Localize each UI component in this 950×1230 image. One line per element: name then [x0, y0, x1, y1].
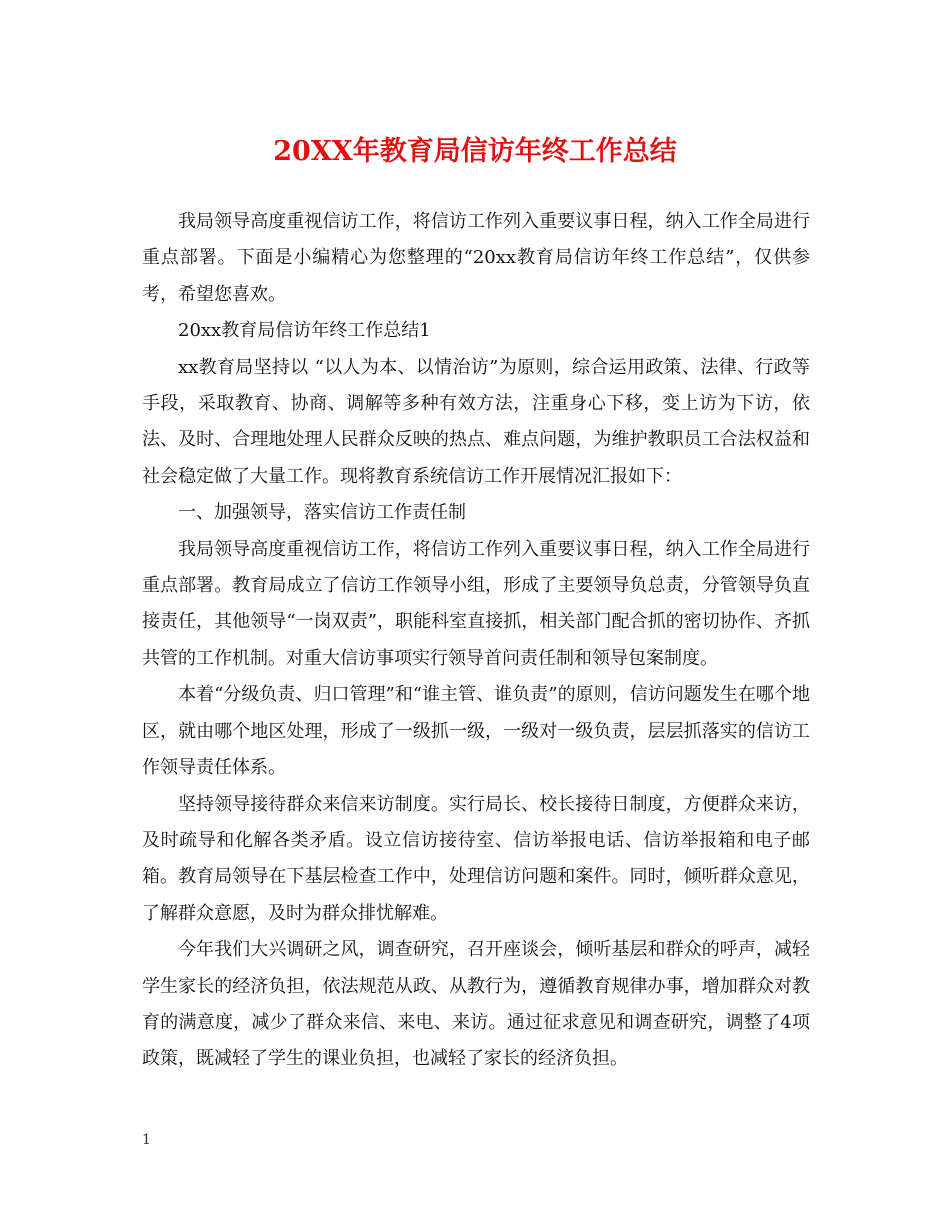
paragraph-leadership: 我局领导高度重视信访工作，将信访工作列入重要议事日程，纳入工作全局进行重点部署。教育局成立了信访工作领导小组，形成了主要领导负总责，分管领导负直接责任，其他领导“一岗双责”，职能科室直接抓，相关部门配合抓的密切协作、齐抓共管的工作机制。对重大信访事项实行领导首问责任制和领导包案制度。	[142, 538, 810, 669]
document-title: 20XX年教育局信访年终工作总结	[273, 136, 677, 167]
paragraph-intro: 我局领导高度重视信访工作，将信访工作列入重要议事日程，纳入工作全局进行重点部署。下面是小编精心为您整理的“20xx教育局信访年终工作总结”，仅供参考，希望您喜欢。	[142, 211, 810, 305]
paragraph-research: 今年我们大兴调研之风，调查研究，召开座谈会，倾听基层和群众的呼声，减轻学生家长的经济负担，依法规范从政、从教行为，遵循教育规律办事，增加群众对教育的满意度，减少了群众来信、来电、来访。通过征求意见和调查研究，调整了4项政策，既减轻了学生的课业负担，也减轻了家长的经济负担。	[142, 939, 810, 1070]
paragraph-reception: 坚持领导接待群众来信来访制度。实行局长、校长接待日制度，方便群众来访，及时疏导和化解各类矛盾。设立信访接待室、信访举报电话、信访举报箱和电子邮箱。教育局领导在下基层检查工作中，处理信访问题和案件。同时，倾听群众意见，了解群众意愿，及时为群众排忧解难。	[142, 793, 810, 924]
paragraph-subtitle: 20xx教育局信访年终工作总结1	[178, 320, 431, 342]
document-body	[142, 204, 810, 1078]
paragraph-overview: xx教育局坚持以 “以人为本、以情治访”为原则，综合运用政策、法律、行政等手段，采取教育、协商、调解等多种有效方法，注重身心下移，变上访为下访，依法、及时、合理地处理人民群众反映的热点、难点问题，为维护教职员工合法权益和社会稳定做了大量工作。现将教育系统信访工作开展情况汇报如下：	[142, 356, 810, 487]
section-heading-1: 一、加强领导，落实信访工作责任制	[178, 502, 466, 524]
paragraph-principle: 本着“分级负责、归口管理”和“谁主管、谁负责”的原则，信访问题发生在哪个地区，就由哪个地区处理，形成了一级抓一级，一级对一级负责，层层抓落实的信访工作领导责任体系。	[142, 684, 810, 779]
page-number: 1	[142, 1132, 151, 1148]
